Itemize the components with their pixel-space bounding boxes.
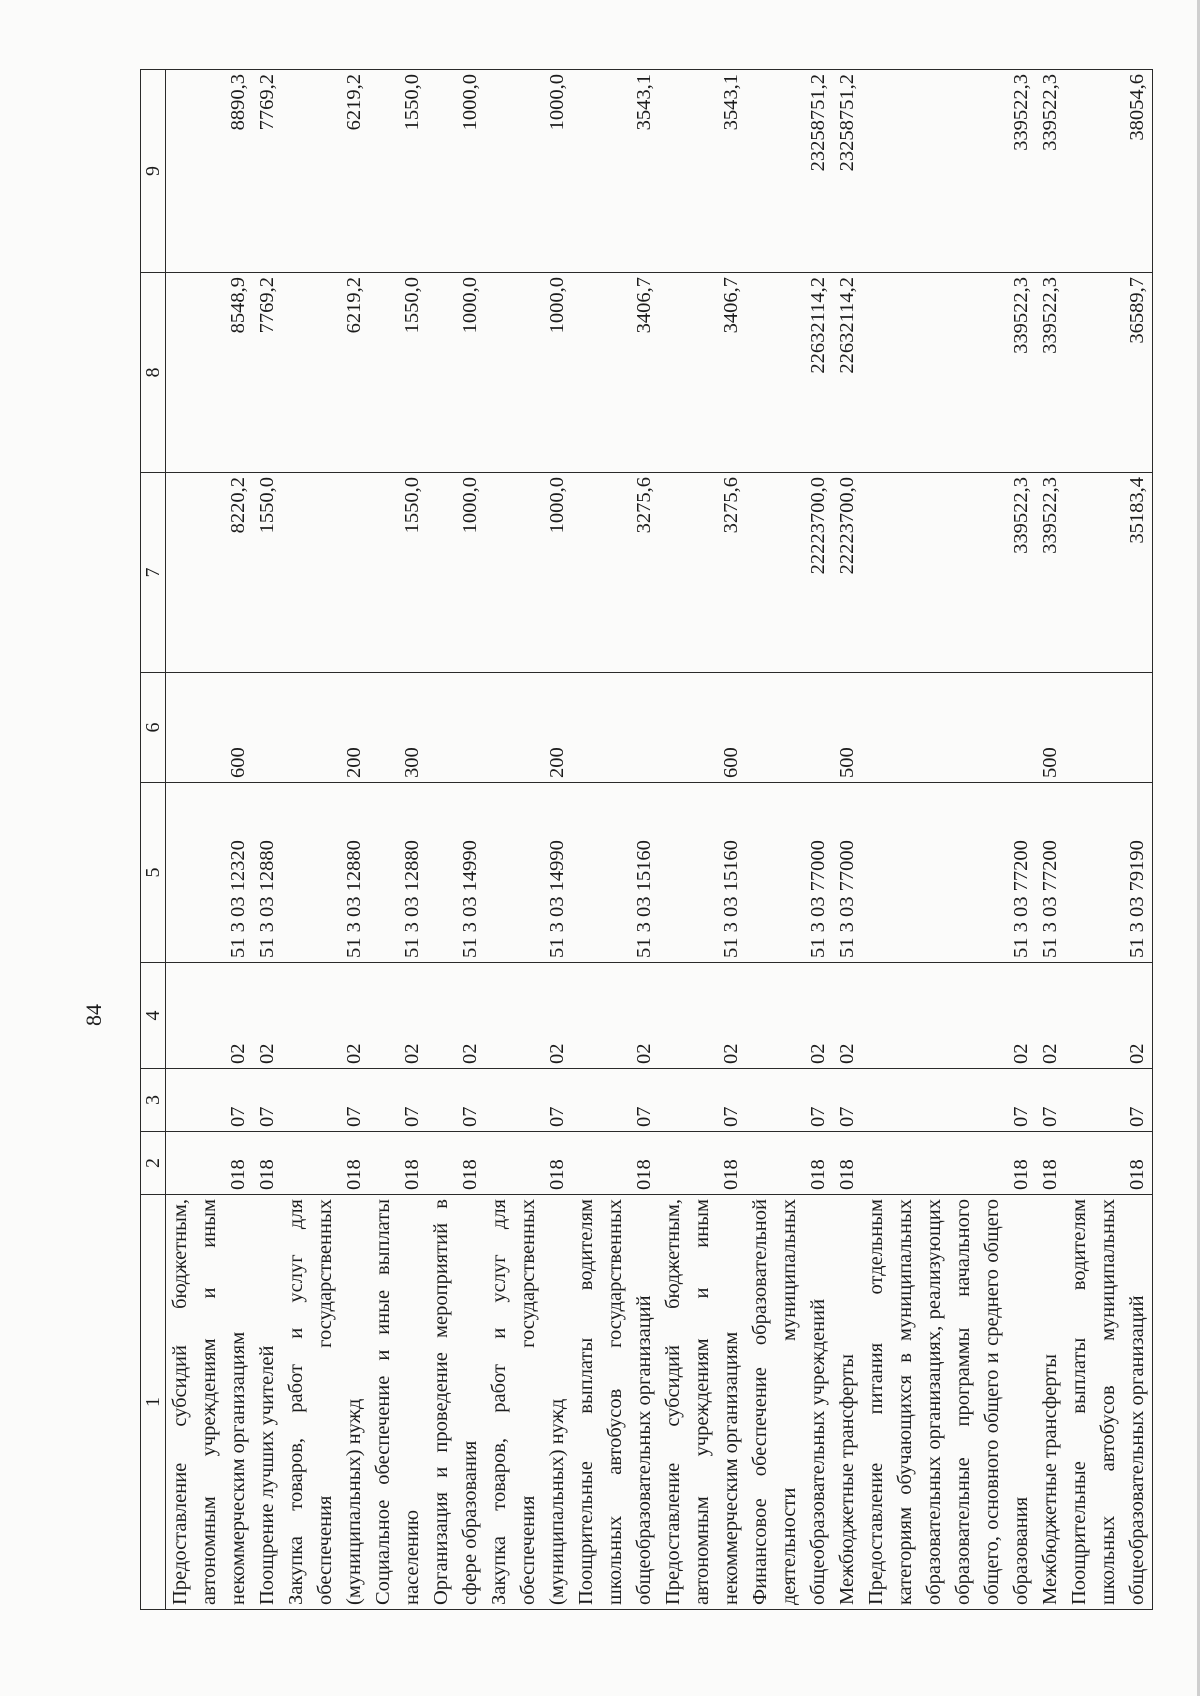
row-amount-3-cell: 23258751,2 [833, 70, 862, 273]
table-header-row [141, 70, 166, 1610]
row-amount-1-cell: 1000,0 [485, 473, 572, 673]
row-rz-cell: 07 [282, 1069, 369, 1132]
row-ved-cell: 018 [746, 1132, 833, 1195]
header-col-4: 4 [141, 963, 166, 1069]
row-name-cell: Поощрение лучших учителей [253, 1195, 282, 1610]
row-csr-cell: 51 3 03 12880 [282, 783, 369, 963]
row-csr-cell: 51 3 03 77200 [862, 783, 1036, 963]
row-rz-cell: 07 [1036, 1069, 1065, 1132]
row-amount-2-cell: 1000,0 [485, 273, 572, 473]
row-amount-3-cell: 1000,0 [427, 70, 485, 273]
row-amount-2-cell: 36589,7 [1065, 273, 1153, 473]
row-ved-cell: 018 [659, 1132, 746, 1195]
row-rz-cell: 07 [659, 1069, 746, 1132]
row-amount-3-cell: 6219,2 [282, 70, 369, 273]
row-vr-cell [253, 673, 282, 783]
row-amount-1-cell: 339522,3 [1036, 473, 1065, 673]
row-vr-cell [1065, 673, 1153, 783]
row-name-cell: Межбюджетные трансферты [833, 1195, 862, 1610]
row-amount-2-cell: 3406,7 [659, 273, 746, 473]
table-row [1065, 70, 1153, 1610]
row-amount-3-cell: 23258751,2 [746, 70, 833, 273]
row-amount-2-cell: 8548,9 [166, 273, 254, 473]
row-pr-cell: 02 [427, 963, 485, 1069]
row-ved-cell: 018 [369, 1132, 427, 1195]
row-csr-cell: 51 3 03 12880 [253, 783, 282, 963]
row-amount-1-cell: 22223700,0 [746, 473, 833, 673]
table-row [166, 70, 254, 1610]
row-amount-2-cell: 22632114,2 [746, 273, 833, 473]
row-name-cell: Организация и проведение мероприятий в сфере образования [427, 1195, 485, 1610]
row-rz-cell: 07 [369, 1069, 427, 1132]
row-amount-3-cell: 38054,6 [1065, 70, 1153, 273]
row-name-cell: Предоставление питания отдельным категориям обучающихся в муниципальных образовательных организациях, реализующих образовательные программы начального общего, основного общего и среднего общего образования [862, 1195, 1036, 1610]
row-amount-1-cell: 3275,6 [572, 473, 659, 673]
rotated-table-container [140, 70, 1200, 1610]
row-rz-cell: 07 [572, 1069, 659, 1132]
page-number: 84 [81, 1004, 106, 1026]
row-csr-cell: 51 3 03 12320 [166, 783, 254, 963]
row-rz-cell: 07 [833, 1069, 862, 1132]
row-amount-1-cell: 1550,0 [253, 473, 282, 673]
table-row [369, 70, 427, 1610]
row-ved-cell: 018 [1065, 1132, 1153, 1195]
table-row [485, 70, 572, 1610]
row-pr-cell: 02 [253, 963, 282, 1069]
row-pr-cell: 02 [282, 963, 369, 1069]
row-rz-cell: 07 [862, 1069, 1036, 1132]
table-row [572, 70, 659, 1610]
row-vr-cell [862, 673, 1036, 783]
budget-table [140, 69, 1153, 1610]
row-pr-cell: 02 [166, 963, 254, 1069]
row-vr-cell: 300 [369, 673, 427, 783]
row-amount-3-cell: 339522,3 [1036, 70, 1065, 273]
row-amount-2-cell: 7769,2 [253, 273, 282, 473]
header-col-9: 9 [141, 70, 166, 273]
row-amount-2-cell: 1550,0 [369, 273, 427, 473]
row-pr-cell: 02 [862, 963, 1036, 1069]
row-csr-cell: 51 3 03 77200 [1036, 783, 1065, 963]
row-name-cell: Социальное обеспечение и иные выплаты населению [369, 1195, 427, 1610]
row-ved-cell: 018 [427, 1132, 485, 1195]
table-row [1036, 70, 1065, 1610]
row-name-cell: Межбюджетные трансферты [1036, 1195, 1065, 1610]
row-ved-cell: 018 [282, 1132, 369, 1195]
table-row [746, 70, 833, 1610]
row-amount-2-cell: 339522,3 [862, 273, 1036, 473]
row-csr-cell: 51 3 03 15160 [572, 783, 659, 963]
row-vr-cell [427, 673, 485, 783]
row-vr-cell: 500 [1036, 673, 1065, 783]
row-vr-cell [746, 673, 833, 783]
row-rz-cell: 07 [427, 1069, 485, 1132]
row-ved-cell: 018 [862, 1132, 1036, 1195]
row-vr-cell: 600 [166, 673, 254, 783]
row-rz-cell: 07 [253, 1069, 282, 1132]
row-vr-cell: 200 [282, 673, 369, 783]
row-name-cell: Предоставление субсидий бюджетным, автономным учреждениям и иным некоммерческим организациям [166, 1195, 254, 1610]
table-row [862, 70, 1036, 1610]
row-pr-cell: 02 [659, 963, 746, 1069]
row-amount-1-cell: 22223700,0 [833, 473, 862, 673]
row-csr-cell: 51 3 03 77000 [746, 783, 833, 963]
row-rz-cell: 07 [166, 1069, 254, 1132]
row-amount-1-cell: 35183,4 [1065, 473, 1153, 673]
row-amount-1-cell: 1550,0 [369, 473, 427, 673]
header-col-1: 1 [141, 1195, 166, 1610]
row-amount-2-cell: 1000,0 [427, 273, 485, 473]
row-pr-cell: 02 [746, 963, 833, 1069]
row-vr-cell: 200 [485, 673, 572, 783]
row-amount-1-cell: 1000,0 [427, 473, 485, 673]
row-pr-cell: 02 [1065, 963, 1153, 1069]
row-csr-cell: 51 3 03 14990 [485, 783, 572, 963]
header-col-3: 3 [141, 1069, 166, 1132]
header-col-6: 6 [141, 673, 166, 783]
header-col-8: 8 [141, 273, 166, 473]
table-row [427, 70, 485, 1610]
row-pr-cell: 02 [572, 963, 659, 1069]
table-row [282, 70, 369, 1610]
row-csr-cell: 51 3 03 14990 [427, 783, 485, 963]
row-amount-1-cell: 3275,6 [659, 473, 746, 673]
row-ved-cell: 018 [572, 1132, 659, 1195]
header-col-2: 2 [141, 1132, 166, 1195]
row-ved-cell: 018 [166, 1132, 254, 1195]
row-pr-cell: 02 [1036, 963, 1065, 1069]
row-amount-2-cell: 6219,2 [282, 273, 369, 473]
row-amount-1-cell: 8220,2 [166, 473, 254, 673]
row-name-cell: Поощрительные выплаты водителям школьных автобусов государственных общеобразовательных организаций [572, 1195, 659, 1610]
row-ved-cell: 018 [485, 1132, 572, 1195]
row-csr-cell: 51 3 03 12880 [369, 783, 427, 963]
row-rz-cell: 07 [1065, 1069, 1153, 1132]
row-rz-cell: 07 [746, 1069, 833, 1132]
row-name-cell: Закупка товаров, работ и услуг для обеспечения государственных (муниципальных) нужд [282, 1195, 369, 1610]
table-row [833, 70, 862, 1610]
row-pr-cell: 02 [369, 963, 427, 1069]
header-col-7: 7 [141, 473, 166, 673]
table-row [253, 70, 282, 1610]
row-ved-cell: 018 [833, 1132, 862, 1195]
row-rz-cell: 07 [485, 1069, 572, 1132]
row-amount-3-cell: 339522,3 [862, 70, 1036, 273]
row-vr-cell: 600 [659, 673, 746, 783]
row-amount-3-cell: 3543,1 [659, 70, 746, 273]
row-vr-cell: 500 [833, 673, 862, 783]
row-amount-2-cell: 339522,3 [1036, 273, 1065, 473]
row-name-cell: Поощрительные выплаты водителям школьных автобусов муниципальных общеобразовательных организаций [1065, 1195, 1153, 1610]
row-pr-cell: 02 [485, 963, 572, 1069]
row-csr-cell: 51 3 03 79190 [1065, 783, 1153, 963]
row-ved-cell: 018 [253, 1132, 282, 1195]
row-amount-3-cell: 1550,0 [369, 70, 427, 273]
row-name-cell: Финансовое обеспечение образовательной деятельности муниципальных общеобразовательных учреждений [746, 1195, 833, 1610]
table-body [166, 70, 1153, 1610]
row-amount-3-cell: 3543,1 [572, 70, 659, 273]
row-amount-3-cell: 1000,0 [485, 70, 572, 273]
row-vr-cell [572, 673, 659, 783]
row-name-cell: Предоставление субсидий бюджетным, автономным учреждениям и иным некоммерческим организациям [659, 1195, 746, 1610]
row-amount-1-cell: 339522,3 [862, 473, 1036, 673]
row-name-cell: Закупка товаров, работ и услуг для обеспечения государственных (муниципальных) нужд [485, 1195, 572, 1610]
row-amount-1-cell [282, 473, 369, 673]
header-col-5: 5 [141, 783, 166, 963]
row-csr-cell: 51 3 03 77000 [833, 783, 862, 963]
row-amount-2-cell: 22632114,2 [833, 273, 862, 473]
table-row [659, 70, 746, 1610]
row-amount-3-cell: 7769,2 [253, 70, 282, 273]
row-amount-3-cell: 8890,3 [166, 70, 254, 273]
row-csr-cell: 51 3 03 15160 [659, 783, 746, 963]
row-amount-2-cell: 3406,7 [572, 273, 659, 473]
row-pr-cell: 02 [833, 963, 862, 1069]
row-ved-cell: 018 [1036, 1132, 1065, 1195]
